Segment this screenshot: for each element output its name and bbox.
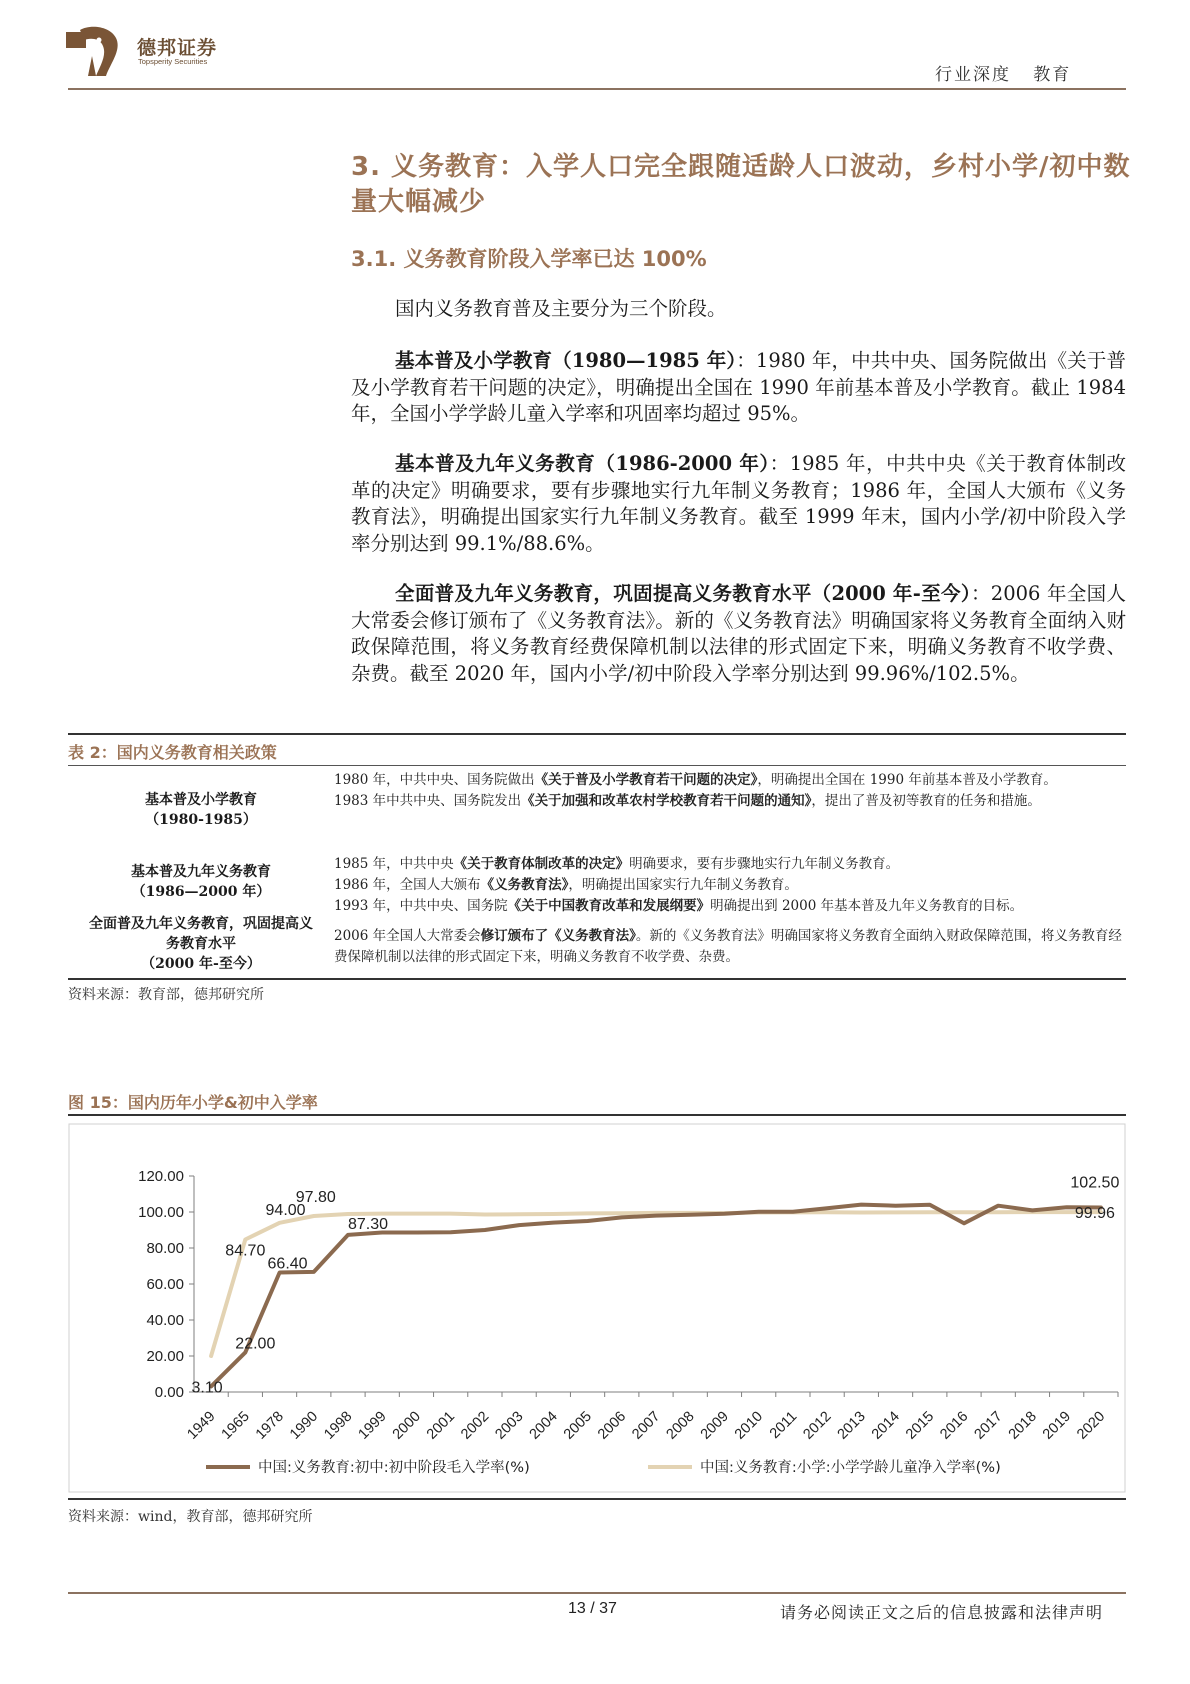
x-tick-label: 2006 bbox=[595, 1408, 630, 1443]
x-tick-label: 2012 bbox=[800, 1408, 835, 1443]
x-tick-label: 2000 bbox=[389, 1408, 424, 1443]
data-label: 66.40 bbox=[267, 1255, 308, 1273]
x-tick-label: 2008 bbox=[663, 1408, 698, 1443]
enrollment-line-chart bbox=[68, 1116, 1126, 1496]
y-tick-label: 40.00 bbox=[146, 1312, 184, 1329]
table-source: 资料来源：教育部，德邦研究所 bbox=[68, 987, 264, 1003]
header-divider bbox=[68, 88, 1126, 90]
table-policy-item: 2006 年全国人大常委会修订颁布了《义务教育法》。新的《义务教育法》明确国家将义务教育全面纳入财政保障范围，将义务教育经费保障机制以法律的形式固定下来，明确义务教育不收学费、杂费。 bbox=[334, 928, 1122, 965]
subsection-title: 3.1. 义务教育阶段入学率已达 100% bbox=[351, 247, 707, 271]
x-tick-label: 1978 bbox=[252, 1408, 287, 1443]
data-label: 22.00 bbox=[235, 1335, 276, 1353]
x-tick-label: 1965 bbox=[218, 1408, 253, 1443]
table-policy-item: 1980 年，中共中央、国务院做出《关于普及小学教育若干问题的决定》，明确提出全国在 1990 年前基本普及小学教育。 bbox=[334, 772, 1057, 788]
paragraph-stage-1: 基本普及小学教育（1980—1985 年）：1980 年，中共中央、国务院做出《关于普及小学教育若干问题的决定》，明确提出全国在 1990 年前基本普及小学教育。截止 1984 年，全国小学学龄儿童入学率和巩固率均超过 95%。 bbox=[351, 349, 1126, 425]
table-policy-cell bbox=[334, 854, 1126, 917]
data-label: 97.80 bbox=[295, 1188, 336, 1206]
data-label: 3.10 bbox=[191, 1379, 223, 1397]
company-logo-icon bbox=[66, 26, 128, 80]
company-name: 德邦证券 bbox=[137, 37, 218, 59]
table-bottom-rule bbox=[68, 978, 1126, 980]
table-top-rule bbox=[68, 733, 1126, 735]
x-tick-label: 2011 bbox=[766, 1408, 801, 1442]
legal-disclaimer: 请务必阅读正文之后的信息披露和法律声明 bbox=[780, 1603, 1104, 1622]
x-tick-label: 2016 bbox=[937, 1408, 972, 1443]
x-tick-label: 2005 bbox=[560, 1408, 595, 1443]
x-tick-label: 2017 bbox=[971, 1408, 1006, 1443]
intro-paragraph: 国内义务教育普及主要分为三个阶段。 bbox=[395, 297, 727, 320]
footer-divider bbox=[68, 1592, 1126, 1594]
table-policy-cell bbox=[334, 926, 1126, 968]
x-tick-label: 2002 bbox=[458, 1408, 493, 1443]
x-tick-label: 1949 bbox=[184, 1408, 219, 1443]
section-title: 3. 义务教育：入学人口完全跟随适龄人口波动，乡村小学/初中数量大幅减少 bbox=[351, 152, 1131, 217]
data-label: 87.30 bbox=[347, 1215, 389, 1233]
x-tick-label: 2004 bbox=[526, 1408, 561, 1443]
table-policy-item: 1983 年中共中央、国务院发出《关于加强和改革农村学校教育若干问题的通知》，提出了普及初等教育的任务和措施。 bbox=[334, 793, 1041, 809]
legend-label: 中国:义务教育:小学:小学学龄儿童净入学率(%) bbox=[700, 1460, 1001, 1476]
table-policy-cell bbox=[334, 770, 1126, 812]
x-tick-label: 1990 bbox=[287, 1408, 322, 1443]
x-tick-label: 2010 bbox=[731, 1408, 767, 1443]
table-stage-cell: 基本普及九年义务教育 （1986—2000 年） bbox=[131, 864, 271, 900]
page-number: 13 / 37 bbox=[568, 1600, 617, 1617]
x-tick-label: 2013 bbox=[834, 1408, 869, 1443]
data-label: 102.50 bbox=[1070, 1174, 1120, 1192]
legend-label: 中国:义务教育:初中:初中阶段毛入学率(%) bbox=[258, 1460, 530, 1476]
data-label: 99.96 bbox=[1074, 1205, 1115, 1223]
data-label: 84.70 bbox=[225, 1242, 266, 1260]
x-tick-label: 2015 bbox=[903, 1408, 938, 1443]
table-title: 表 2：国内义务教育相关政策 bbox=[68, 743, 277, 762]
company-name-en: Topsperity Securities bbox=[138, 57, 208, 66]
report-category: 行业深度 教育 bbox=[935, 65, 1072, 85]
x-tick-label: 2018 bbox=[1005, 1408, 1040, 1443]
y-tick-label: 0.00 bbox=[154, 1384, 184, 1401]
y-tick-label: 20.00 bbox=[146, 1348, 184, 1365]
y-tick-label: 120.00 bbox=[138, 1168, 184, 1185]
y-tick-label: 60.00 bbox=[146, 1276, 184, 1293]
table-stage-cell: 基本普及小学教育 （1980-1985） bbox=[145, 792, 257, 828]
x-tick-label: 1998 bbox=[321, 1408, 356, 1443]
x-tick-label: 2007 bbox=[629, 1408, 664, 1443]
figure-source: 资料来源：wind，教育部，德邦研究所 bbox=[68, 1509, 313, 1525]
x-tick-label: 2020 bbox=[1074, 1408, 1109, 1443]
data-label: 94.00 bbox=[265, 1201, 306, 1219]
paragraph-stage-2: 基本普及九年义务教育（1986-2000 年）：1985 年，中共中央《关于教育体制改革的决定》明确要求，要有步骤地实行九年制义务教育；1986 年，全国人大颁布《义务教育法》，明确提出国家实行九年制义务教育。截至 1999 年末，国内小学/初中阶段入学率分别达到 99.1%/88.6%。 bbox=[351, 452, 1126, 555]
table-policy-item: 1986 年，全国人大颁布《义务教育法》，明确提出国家实行九年制义务教育。 bbox=[334, 877, 798, 893]
x-tick-label: 2009 bbox=[697, 1408, 732, 1443]
table-header-rule bbox=[68, 765, 1126, 766]
x-tick-label: 1999 bbox=[355, 1408, 390, 1443]
figure-bottom-rule bbox=[68, 1498, 1126, 1500]
y-tick-label: 80.00 bbox=[146, 1240, 184, 1257]
table-stage-cell: 全面普及九年义务教育，巩固提高义 务教育水平 （2000 年-至今） bbox=[89, 916, 313, 972]
table-policy-item: 1993 年，中共中央、国务院《关于中国教育改革和发展纲要》明确提出到 2000 年基本普及九年义务教育的目标。 bbox=[334, 898, 1024, 914]
table-policy-item: 1985 年，中共中央《关于教育体制改革的决定》明确要求，要有步骤地实行九年制义务教育。 bbox=[334, 856, 900, 872]
series-line-primary bbox=[211, 1212, 1101, 1356]
y-tick-label: 100.00 bbox=[138, 1204, 184, 1221]
x-tick-label: 2019 bbox=[1039, 1408, 1075, 1443]
x-tick-label: 2001 bbox=[423, 1408, 459, 1443]
paragraph-stage-3: 全面普及九年义务教育，巩固提高义务教育水平（2000 年-至今）：2006 年全国人大常委会修订颁布了《义务教育法》。新的《义务教育法》明确国家将义务教育全面纳入财政保障范围，将义务教育经费保障机制以法律的形式固定下来，明确义务教育不收学费、杂费。截至 2020 年，国内小学/初中阶段入学率分别达到 99.96%/102.5%。 bbox=[351, 582, 1127, 685]
x-tick-label: 2003 bbox=[492, 1408, 527, 1443]
series-line-junior bbox=[211, 1205, 1101, 1387]
figure-title: 图 15：国内历年小学&初中入学率 bbox=[68, 1093, 318, 1112]
x-tick-label: 2014 bbox=[868, 1408, 903, 1443]
